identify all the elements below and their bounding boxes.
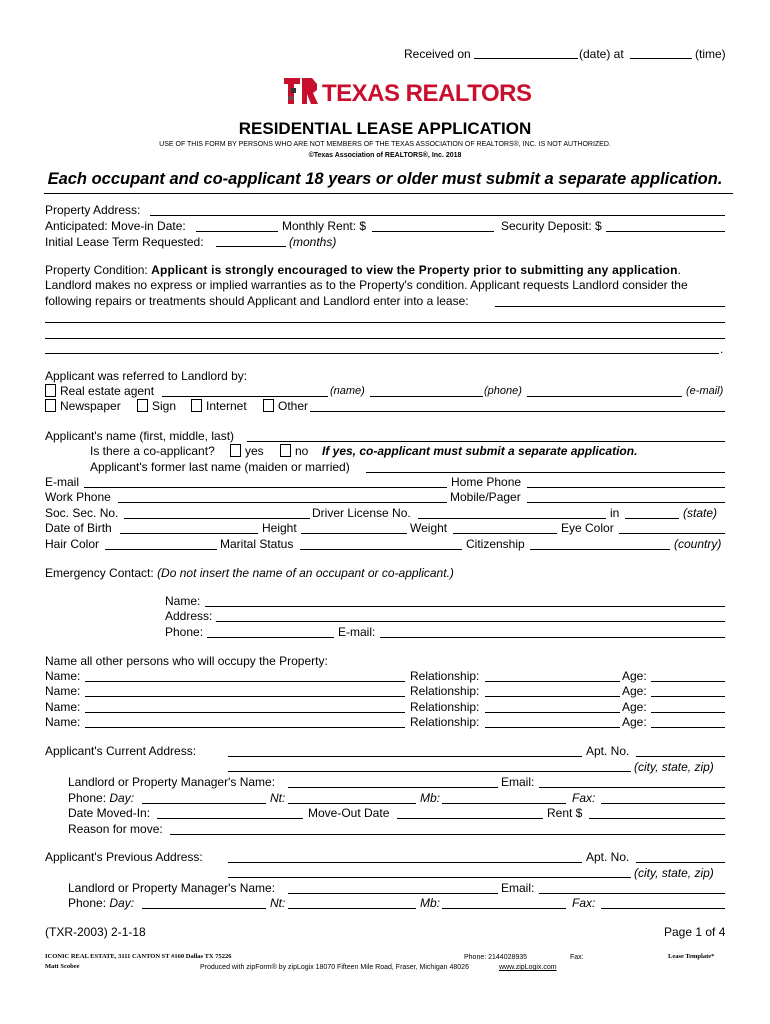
reason-label: Reason for move: bbox=[68, 822, 163, 836]
mobile-label: Mobile/Pager bbox=[450, 490, 521, 504]
newspaper-checkbox[interactable] bbox=[45, 399, 56, 412]
time-label: (time) bbox=[695, 47, 726, 61]
previous-mb-label: Mb: bbox=[420, 896, 441, 910]
monthly-rent-field[interactable] bbox=[372, 231, 494, 232]
lease-term-label: Initial Lease Term Requested: bbox=[45, 235, 204, 249]
co-applicant-note: If yes, co-applicant must submit a separate application. bbox=[322, 444, 638, 458]
sign-label: Sign bbox=[152, 399, 177, 413]
ssn-label: Soc. Sec. No. bbox=[45, 506, 119, 520]
driver-license-label: Driver License No. bbox=[312, 506, 411, 520]
co-applicant-no-label: no bbox=[295, 444, 309, 458]
current-day-phone-field[interactable] bbox=[142, 803, 266, 804]
citizenship-field[interactable] bbox=[530, 549, 670, 550]
hair-color-label: Hair Color bbox=[45, 537, 100, 551]
move-in-label: Anticipated: Move-in Date: bbox=[45, 219, 186, 233]
home-phone-field[interactable] bbox=[527, 487, 725, 488]
eye-color-label: Eye Color bbox=[561, 521, 614, 535]
occupant-age-label: Age: bbox=[622, 684, 647, 698]
previous-landlord-field[interactable] bbox=[288, 893, 498, 894]
previous-city-field[interactable] bbox=[228, 877, 631, 878]
driver-license-field[interactable] bbox=[418, 518, 606, 519]
former-name-label: Applicant's former last name (maiden or married) bbox=[90, 460, 350, 474]
texas-realtors-logo bbox=[284, 76, 318, 111]
previous-landlord-email-label: Email: bbox=[501, 881, 535, 895]
rent-field[interactable] bbox=[589, 818, 725, 819]
current-fax-label: Fax: bbox=[572, 791, 596, 805]
template-name: Lease Template* bbox=[668, 953, 715, 960]
emergency-contact-heading bbox=[45, 566, 454, 580]
emergency-email-field[interactable] bbox=[380, 637, 725, 638]
current-nt-phone-field[interactable] bbox=[288, 803, 416, 804]
previous-landlord-label: Landlord or Property Manager's Name: bbox=[68, 881, 276, 895]
previous-phone-label: Phone: bbox=[68, 896, 107, 910]
occupant-name-field[interactable] bbox=[85, 681, 405, 682]
weight-label: Weight bbox=[410, 521, 448, 535]
previous-day-label: Day: bbox=[109, 896, 135, 910]
agent-email-label: (e-mail) bbox=[686, 385, 724, 397]
dl-state-label: (state) bbox=[683, 506, 718, 520]
received-on-label: Received on bbox=[404, 47, 471, 61]
current-apt-field[interactable] bbox=[636, 756, 725, 757]
occupant-relationship-label: Relationship: bbox=[410, 669, 480, 683]
security-deposit-field[interactable] bbox=[606, 231, 725, 232]
move-out-label: Move-Out Date bbox=[308, 806, 390, 820]
occupant-age-field[interactable] bbox=[651, 712, 725, 713]
hair-color-field[interactable] bbox=[105, 549, 217, 550]
moved-in-field[interactable] bbox=[157, 818, 303, 819]
agent-phone-field[interactable] bbox=[370, 396, 483, 397]
reason-field[interactable] bbox=[170, 834, 725, 835]
rent-label: Rent $ bbox=[547, 806, 583, 820]
occupant-age-label: Age: bbox=[622, 715, 647, 729]
company-phone: Phone: 2144028935 bbox=[464, 954, 528, 961]
internet-checkbox[interactable] bbox=[191, 399, 202, 412]
property-condition-line3: following repairs or treatments should Applicant and Landlord enter into a lease: bbox=[45, 294, 469, 308]
marital-status-field[interactable] bbox=[300, 549, 462, 550]
previous-fax-label: Fax: bbox=[572, 896, 596, 910]
occupant-name-label: Name: bbox=[45, 715, 81, 729]
agent-name-field[interactable] bbox=[162, 396, 328, 397]
current-fax-field[interactable] bbox=[601, 803, 725, 804]
occupants-heading: Name all other persons who will occupy the Property: bbox=[45, 654, 328, 668]
monthly-rent-label: Monthly Rent: $ bbox=[282, 219, 367, 233]
current-city-field[interactable] bbox=[228, 771, 631, 772]
current-phone-label-group bbox=[68, 791, 134, 805]
form-id: (TXR-2003) 2-1-18 bbox=[45, 925, 146, 939]
other-label: Other bbox=[278, 399, 309, 413]
co-applicant-no-checkbox[interactable] bbox=[280, 444, 291, 457]
current-address-field[interactable] bbox=[228, 756, 582, 757]
height-field[interactable] bbox=[301, 533, 407, 534]
newspaper-label: Newspaper bbox=[60, 399, 121, 413]
occupant-name-field[interactable] bbox=[85, 696, 405, 697]
occupant-name-label: Name: bbox=[45, 700, 81, 714]
dl-in-label: in bbox=[610, 506, 620, 520]
sign-checkbox[interactable] bbox=[137, 399, 148, 412]
occupant-relationship-label: Relationship: bbox=[410, 700, 480, 714]
occupant-relationship-field[interactable] bbox=[485, 727, 620, 728]
previous-nt-label: Nt: bbox=[270, 896, 286, 910]
ziplogix-link[interactable]: www.zipLogix.com bbox=[499, 964, 557, 971]
occupant-age-field[interactable] bbox=[651, 681, 725, 682]
condition-bold-text: Applicant is strongly encouraged to view the Property prior to submitting any application bbox=[151, 263, 678, 277]
occupant-relationship-field[interactable] bbox=[485, 681, 620, 682]
applicant-name-label: Applicant's name (first, middle, last) bbox=[45, 429, 235, 443]
current-mb-phone-field[interactable] bbox=[442, 803, 566, 804]
lease-term-field[interactable] bbox=[216, 246, 286, 247]
move-out-field[interactable] bbox=[397, 818, 543, 819]
occupant-relationship-field[interactable] bbox=[485, 712, 620, 713]
received-time-field[interactable] bbox=[630, 58, 692, 59]
agent-email-field[interactable] bbox=[527, 396, 682, 397]
property-address-field[interactable] bbox=[150, 215, 725, 216]
internet-label: Internet bbox=[206, 399, 247, 413]
marital-status-label: Marital Status bbox=[220, 537, 294, 551]
current-phone-label: Phone: bbox=[68, 791, 107, 805]
previous-mb-phone-field[interactable] bbox=[442, 908, 566, 909]
tr-logo-mark-icon bbox=[284, 76, 318, 106]
work-phone-label: Work Phone bbox=[45, 490, 111, 504]
email-field[interactable] bbox=[84, 487, 447, 488]
occupant-name-field[interactable] bbox=[85, 727, 405, 728]
agent-phone-label: (phone) bbox=[484, 385, 522, 397]
moved-in-label: Date Moved-In: bbox=[68, 806, 151, 820]
emergency-phone-label: Phone: bbox=[165, 625, 204, 639]
page-number: Page 1 of 4 bbox=[664, 925, 726, 939]
property-address-label: Property Address: bbox=[45, 203, 141, 217]
co-applicant-yes-label: yes bbox=[245, 444, 264, 458]
produced-by: Produced with zipForm® by zipLogix 18070 Fifteen Mile Road, Fraser, Michigan 48026 bbox=[200, 964, 469, 971]
emergency-name-label: Name: bbox=[165, 594, 201, 608]
emergency-phone-field[interactable] bbox=[207, 637, 334, 638]
emergency-address-label: Address: bbox=[165, 609, 213, 623]
headline-divider bbox=[44, 193, 733, 194]
headline: Each occupant and co-applicant 18 years or older must submit a separate application. bbox=[47, 170, 723, 188]
work-phone-field[interactable] bbox=[118, 502, 447, 503]
home-phone-label: Home Phone bbox=[451, 475, 522, 489]
current-day-label: Day: bbox=[109, 791, 135, 805]
previous-phone-label-group bbox=[68, 896, 134, 910]
previous-day-phone-field[interactable] bbox=[142, 908, 266, 909]
real-estate-agent-label: Real estate agent bbox=[60, 384, 155, 398]
referral-heading: Applicant was referred to Landlord by: bbox=[45, 369, 248, 383]
received-date-field[interactable] bbox=[474, 58, 578, 59]
dob-label: Date of Birth bbox=[45, 521, 112, 535]
occupant-age-label: Age: bbox=[622, 700, 647, 714]
co-applicant-question: Is there a co-applicant? bbox=[90, 444, 215, 458]
current-mb-label: Mb: bbox=[420, 791, 441, 805]
occupant-name-field[interactable] bbox=[85, 712, 405, 713]
ssn-field[interactable] bbox=[124, 518, 310, 519]
occupant-relationship-field[interactable] bbox=[485, 696, 620, 697]
company-info: ICONIC REAL ESTATE, 3111 CANTON ST #160 Dallas TX 75226 bbox=[45, 953, 232, 960]
previous-fax-field[interactable] bbox=[601, 908, 725, 909]
former-name-field[interactable] bbox=[366, 472, 725, 473]
dl-state-field[interactable] bbox=[625, 518, 679, 519]
property-condition-line2: Landlord makes no express or implied warranties as to the Property's condition. Applicant requests Landlord consider the bbox=[45, 278, 688, 292]
emergency-note: (Do not insert the name of an occupant or co-applicant.) bbox=[157, 566, 454, 580]
previous-city-label: (city, state, zip) bbox=[634, 866, 714, 880]
current-landlord-label: Landlord or Property Manager's Name: bbox=[68, 775, 276, 789]
previous-landlord-email-field[interactable] bbox=[539, 893, 725, 894]
previous-nt-phone-field[interactable] bbox=[288, 908, 416, 909]
page-title: RESIDENTIAL LEASE APPLICATION bbox=[238, 119, 532, 138]
condition-label: Property Condition: bbox=[45, 263, 148, 277]
previous-address-field[interactable] bbox=[228, 862, 582, 863]
occupant-age-label: Age: bbox=[622, 669, 647, 683]
emergency-email-label: E-mail: bbox=[338, 625, 376, 639]
co-applicant-yes-checkbox[interactable] bbox=[230, 444, 241, 457]
occupant-relationship-label: Relationship: bbox=[410, 684, 480, 698]
emergency-label: Emergency Contact: bbox=[45, 566, 154, 580]
height-label: Height bbox=[262, 521, 297, 535]
current-landlord-field[interactable] bbox=[288, 787, 498, 788]
email-label: E-mail bbox=[45, 475, 80, 489]
repairs-field-3[interactable] bbox=[45, 338, 725, 339]
weight-field[interactable] bbox=[453, 533, 557, 534]
company-fax: Fax: bbox=[570, 954, 584, 961]
agent-name: Matt Scobee bbox=[45, 963, 80, 970]
move-in-field[interactable] bbox=[196, 231, 278, 232]
previous-apt-field[interactable] bbox=[636, 862, 725, 863]
occupant-age-field[interactable] bbox=[651, 696, 725, 697]
current-address-label: Applicant's Current Address: bbox=[45, 744, 197, 758]
previous-address-label: Applicant's Previous Address: bbox=[45, 850, 203, 864]
occupant-age-field[interactable] bbox=[651, 727, 725, 728]
emergency-address-field[interactable] bbox=[216, 621, 725, 622]
citizenship-label: Citizenship bbox=[466, 537, 525, 551]
eye-color-field[interactable] bbox=[619, 533, 725, 534]
occupant-name-label: Name: bbox=[45, 669, 81, 683]
agent-name-label: (name) bbox=[330, 385, 365, 397]
property-condition-line1: Property Condition: Applicant is strongly encouraged to view the Property prior to submitting any application. bbox=[45, 263, 681, 277]
emergency-name-field[interactable] bbox=[205, 606, 725, 607]
applicant-name-field[interactable] bbox=[247, 441, 725, 442]
current-landlord-email-field[interactable] bbox=[539, 787, 725, 788]
other-field[interactable] bbox=[310, 411, 725, 412]
months-label: (months) bbox=[289, 235, 337, 249]
current-landlord-email-label: Email: bbox=[501, 775, 535, 789]
dob-field[interactable] bbox=[120, 533, 258, 534]
security-deposit-label: Security Deposit: $ bbox=[501, 219, 602, 233]
mobile-field[interactable] bbox=[527, 502, 725, 503]
previous-apt-label: Apt. No. bbox=[586, 850, 630, 864]
date-at-label: (date) at bbox=[579, 47, 624, 61]
country-label: (country) bbox=[674, 537, 722, 551]
occupant-name-label: Name: bbox=[45, 684, 81, 698]
real-estate-agent-checkbox[interactable] bbox=[45, 384, 56, 397]
logo-text: TEXAS REALTORS bbox=[322, 80, 532, 107]
repairs-field-4[interactable] bbox=[45, 353, 719, 354]
current-nt-label: Nt: bbox=[270, 791, 286, 805]
current-city-label: (city, state, zip) bbox=[634, 760, 714, 774]
copyright: ©Texas Association of REALTORS®, Inc. 2018 bbox=[308, 152, 462, 159]
repairs-field-1[interactable] bbox=[495, 306, 725, 307]
occupant-relationship-label: Relationship: bbox=[410, 715, 480, 729]
repairs-field-2[interactable] bbox=[45, 322, 725, 323]
other-checkbox[interactable] bbox=[263, 399, 274, 412]
current-apt-label: Apt. No. bbox=[586, 744, 630, 758]
use-notice: USE OF THIS FORM BY PERSONS WHO ARE NOT MEMBERS OF THE TEXAS ASSOCIATION OF REALTORS®, INC. IS NOT AUTHORIZED. bbox=[159, 141, 611, 148]
